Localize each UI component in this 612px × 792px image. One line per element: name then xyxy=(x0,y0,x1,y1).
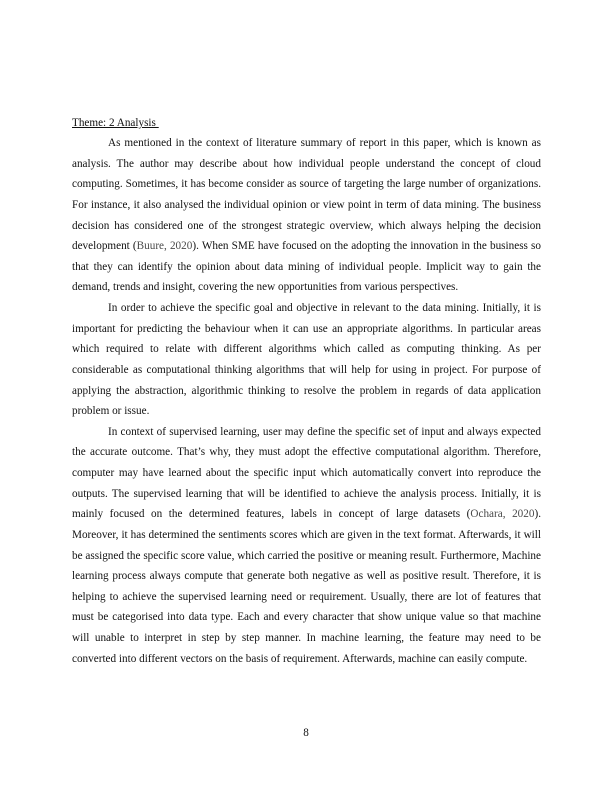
section-heading: Theme: 2 Analysis xyxy=(72,117,159,129)
paragraph-text: ). Moreover, it has determined the sentiments scores which are given in the text format. Afterwards, it will be assigned the specific score value, which carried the positive or meaning result. Furthermore, Machine learning process always compute that generate both negative as well as positive result. Therefore, it is helping to achieve the supervised learning need or requirement. Usually, there are lot of features that must be categorised into data type. Each and every character that show unique value so that machine will unable to interpret in step by step manner. In machine learning, the feature may need to be converted into different vectors on the basis of requirement. Afterwards, machine can easily compute. xyxy=(72,508,541,665)
paragraph-1 xyxy=(72,133,541,298)
paragraph-3 xyxy=(72,422,541,670)
citation: Buure, 2020 xyxy=(136,240,193,253)
page-number: 8 xyxy=(303,727,309,739)
paragraph-text: ). When SME have focused on the adopting the innovation in the business so that they can identify the opinion about data mining of individual people. Implicit way to gain the demand, trends and insight, covering the new opportunities from various perspectives. xyxy=(72,240,541,294)
paragraph-text: As mentioned in the context of literature summary of report in this paper, which is known as analysis. The author may describe about how individual people understand the concept of cloud computing. Sometimes, it has become consider as source of targeting the large number of organizations. For instance, it also analysed the individual opinion or view point in term of data mining. The business decision has considered one of the strongest strategic overview, which always helping the decision development ( xyxy=(72,137,541,253)
paragraph-text: In context of supervised learning, user may define the specific set of input and always expected the accurate outcome. That’s why, they must adopt the effective computational algorithm. Therefore, computer may have learned about the specific input which automatically convert into reproduce the outputs. The supervised learning that will be identified to achieve the analysis process. Initially, it is mainly focused on the determined features, labels in concept of large datasets ( xyxy=(72,425,541,521)
paragraph-2 xyxy=(72,298,541,422)
citation: Ochara, 2020 xyxy=(470,508,535,521)
paragraph-text: In order to achieve the specific goal and objective in relevant to the data mining. Initially, it is important for predicting the behaviour when it can use an appropriate algorithms. In particular areas which required to relate with different algorithms which called as computing thinking. As per considerable as computational thinking algorithms that will help for using in project. For purpose of applying the abstraction, algorithmic thinking to resolve the problem in regards of data application problem or issue. xyxy=(72,302,541,418)
body-text xyxy=(72,133,541,669)
